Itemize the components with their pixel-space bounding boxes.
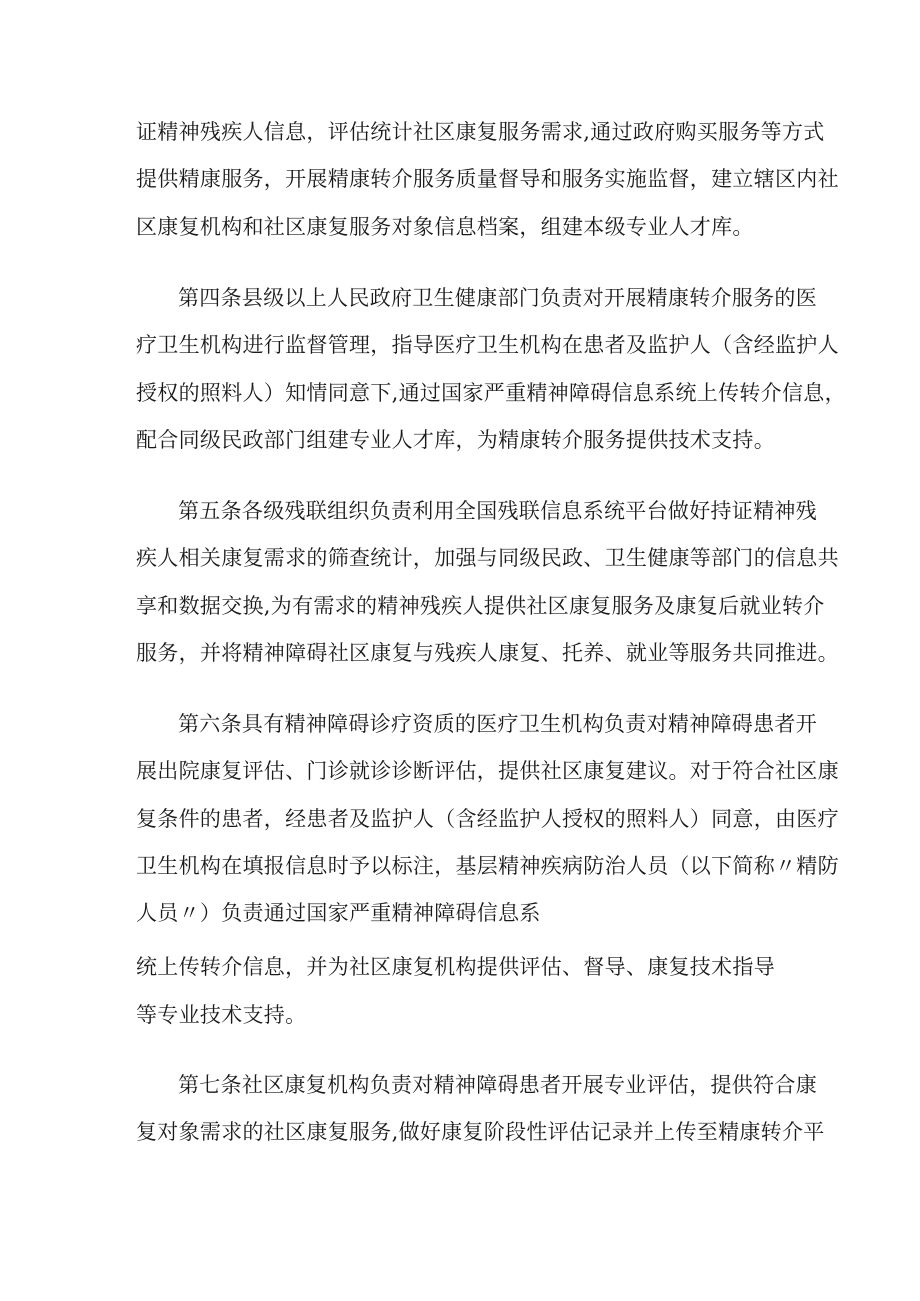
paragraph-line: 复条件的患者，经患者及监护人（含经监护人授权的照料人）同意，由医疗 — [136, 807, 839, 831]
paragraph-line: 授权的照料人）知情同意下,通过国家严重精神障碍信息系统上传转介信息， — [136, 381, 846, 405]
paragraph-line: 复对象需求的社区康复服务,做好康复阶段性评估记录并上传至精康转介平 — [136, 1120, 825, 1144]
paragraph-line: 区康复机构和社区康复服务对象信息档案，组建本级专业人才库。 — [136, 215, 754, 239]
paragraph-line: 等专业技术支持。 — [136, 1003, 307, 1027]
paragraph-line: 证精神残疾人信息，评估统计社区康复服务需求,通过政府购买服务等方式 — [136, 120, 825, 144]
paragraph-line: 展出院康复评估、门诊就诊诊断评估，提供社区康复建议。对于符合社区康 — [136, 759, 839, 783]
paragraph-line: 配合同级民政部门组建专业人才库，为精康转介服务提供技术支持。 — [136, 428, 775, 452]
paragraph-line: 疾人相关康复需求的筛查统计，加强与同级民政、卫生健康等部门的信息共 — [136, 546, 839, 570]
paragraph-line: 人员〃）负责通过国家严重精神障碍信息系 — [136, 901, 541, 925]
paragraph-line: 统上传转介信息，并为社区康复机构提供评估、督导、康复技术指导 — [136, 955, 775, 979]
paragraph-line: 疗卫生机构进行监督管理，指导医疗卫生机构在患者及监护人（含经监护人 — [136, 333, 839, 357]
paragraph-line: 服务，并将精神障碍社区康复与残疾人康复、托养、就业等服务共同推进。 — [136, 641, 839, 665]
paragraph-line: 提供精康服务，开展精康转介服务质量督导和服务实施监督，建立辖区内社 — [136, 167, 839, 191]
article-5-start: 第五条各级残联组织负责利用全国残联信息系统平台做好持证精神残 — [178, 499, 817, 523]
article-4-start: 第四条县级以上人民政府卫生健康部门负责对开展精康转介服务的医 — [178, 286, 817, 310]
article-6-start: 第六条具有精神障碍诊疗资质的医疗卫生机构负责对精神障碍患者开 — [178, 712, 817, 736]
article-7-start: 第七条社区康复机构负责对精神障碍患者开展专业评估，提供符合康 — [178, 1073, 817, 1097]
paragraph-line: 卫生机构在填报信息时予以标注，基层精神疾病防治人员（以下简称〃精防 — [136, 854, 839, 878]
paragraph-line: 享和数据交换,为有需求的精神残疾人提供社区康复服务及康复后就业转介 — [136, 594, 825, 618]
